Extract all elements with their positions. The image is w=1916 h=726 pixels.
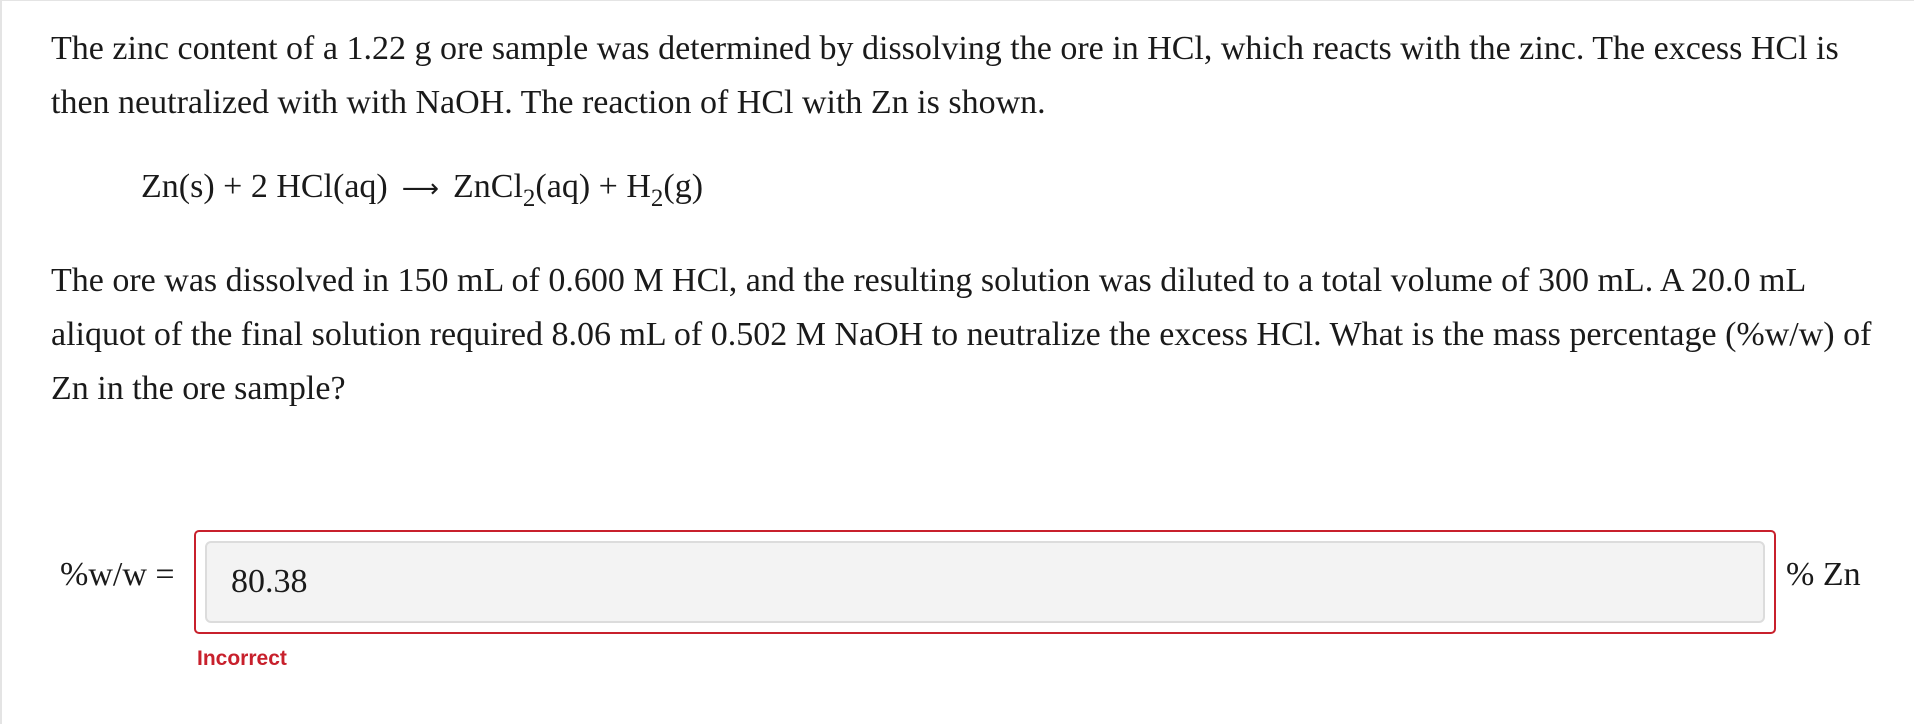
question-body-text: The ore was dissolved in 150 mL of 0.600 M HCl, and the resulting solution was diluted to a total volume of 300 mL. A 20.0 mL aliquot of the final solution required 8.06 mL of 0.502 M NaOH to neutralize the excess HCl. What is the mass percentage (%w/w) of Zn in the ore sample?	[51, 262, 1872, 407]
equation-reactants: Zn(s) + 2 HCl(aq)	[141, 168, 388, 205]
equation-subscript: 2	[522, 185, 536, 212]
equation-subscript: 2	[650, 185, 664, 212]
answer-label: %w/w =	[60, 556, 175, 593]
equation-product-main: ZnCl	[453, 168, 523, 205]
equation-product-state: (aq) + H	[535, 168, 651, 205]
answer-unit: % Zn	[1786, 556, 1861, 593]
reaction-equation	[141, 168, 704, 212]
answer-field-container	[194, 530, 1776, 634]
equation-gas-state: (g)	[663, 168, 704, 205]
feedback-incorrect: Incorrect	[197, 647, 287, 670]
question-intro-text: The zinc content of a 1.22 g ore sample was determined by dissolving the ore in HCl, which reacts with the zinc. The excess HCl is then neutralized with with NaOH. The reaction of HCl with Zn is shown.	[51, 30, 1839, 121]
reaction-arrow: ⟶	[401, 174, 440, 204]
answer-input[interactable]	[205, 541, 1765, 623]
